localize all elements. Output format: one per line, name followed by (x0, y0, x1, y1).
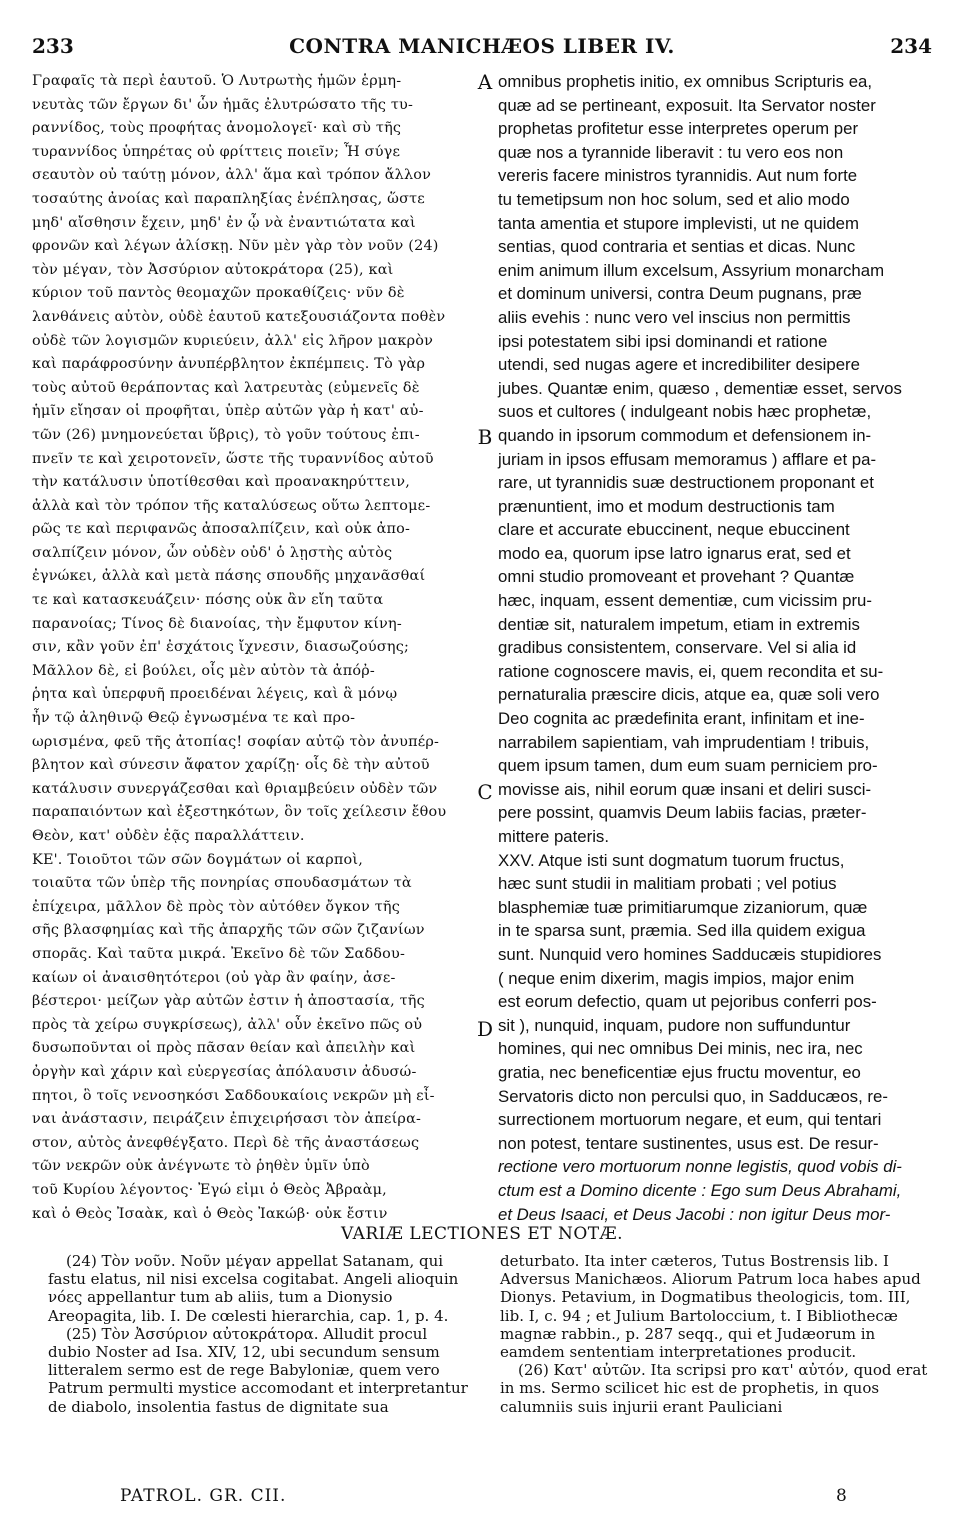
latin-text-line: quæ nos a tyrannide liberavit : tu vero eos non (498, 142, 844, 162)
latin-text-line: quando in ipsorum commodum et defensionem in- (498, 425, 872, 445)
latin-text-line: utendi, sed nugas agere et incredibiliter desipere (498, 355, 860, 375)
greek-text-line: ἦν τῷ ἀληθινῷ Θεῷ ἐγνωσμένα τε καὶ προ- (32, 710, 356, 727)
notes-right-column (500, 1252, 932, 1482)
latin-text-line: mittere pateris. (498, 827, 609, 846)
notes-title: VARIÆ LECTIONES ET NOTÆ. (340, 1224, 624, 1244)
latin-text-line: Deo cognita ac prædefinita erant, infinitam et ine- (498, 709, 865, 729)
latin-text-line: pernaturalia præscire dicis, atque ea, quæ soli vero (498, 685, 880, 705)
latin-text-line: juriam in ipsos effusam memoramus ) afflare et pa- (498, 449, 877, 469)
latin-text-line: blasphemiæ tuæ primitiarumque zizaniorum, quæ (498, 897, 868, 917)
greek-text-line: σαλπίζειν μόνον, ὧν οὐδὲν οὐδ' ὁ λῃστὴς αὐτὸς (32, 544, 393, 561)
greek-text-line: ραννίδος, τοὺς προφήτας ἀνομολογεῖ· καὶ σὺ τῆς (32, 120, 402, 137)
greek-text-line: στον, αὐτὸς ἀνεφθέγξατο. Περὶ δὲ τῆς ἀναστάσεως (32, 1134, 420, 1151)
greek-text-line: τῶν (26) μνημονεύεται ὕβρις), τὸ γοῦν τούτους ἐπι- (32, 426, 420, 443)
note-26: (26) Κατ' αὐτῶν. Ita scripsi pro κατ' αὐτόν, quod erat in ms. Sermo scilicet hic est de prophetis, in quos calumniis suis injurii erant Pauliciani (500, 1361, 928, 1416)
greek-text-line: ἐπίχειρα, μᾶλλον δὲ πρὸς τὸν αὐτόθεν ὄγκον τῆς (32, 898, 401, 915)
greek-text-line: ῥητα καὶ ὑπερφυῆ προειδέναι λέγεις, καὶ ἃ μόνῳ (32, 686, 398, 703)
latin-text-line: movisse ais, nihil eorum quæ insani et deliri susci- (498, 779, 872, 799)
greek-text-line: πνεῖν τε καὶ χειροτονεῖν, ὥστε τῆς τυραννίδος αὐτοῦ (32, 450, 434, 467)
note-25: (25) Τὸν Ἀσσύριον αὐτοκράτορα. Alludit procul dubio Noster ad Isa. XIV, 12, ubi secundum sensum litteralem sermo est de rege Babyloniæ, quem vero Patrum permulti mystice accomodant et interpretantur de diabolo, insolentia fastus de dignitate sua (48, 1324, 468, 1416)
greek-text-line: καὶ ὁ Θεὸς Ἰσαὰκ, καὶ ὁ Θεὸς Ἰακώβ· οὐκ ἔστιν (32, 1205, 388, 1222)
latin-text-line: ( neque enim dixerim, magis impios, major enim (498, 968, 855, 988)
greek-column (32, 70, 472, 1222)
greek-text-line: δυσωποῦνται οἱ πρὸς πᾶσαν θείαν καὶ ἀπειλὴν καὶ (32, 1040, 416, 1057)
greek-text-line: πητοι, ὃ τοῖς νενοσηκόσι Σαδδουκαίοις νεκρῶν μὴ εἶ- (32, 1087, 435, 1104)
page-header (32, 34, 932, 60)
latin-text-line: omni studio promoveant et provehant ? Quantæ (498, 567, 855, 587)
footer-signature: 8 (836, 1486, 847, 1506)
page-number-right: 234 (890, 34, 932, 58)
greek-text-line: ΚΕ'. Τοιοῦτοι τῶν σῶν δογμάτων οἱ καρποὶ, (32, 851, 364, 868)
latin-text-line: sentias, quod contraria et sentias et dicas. Nunc (498, 237, 856, 257)
latin-text-line: sit ), nunquid, inquam, pudore non suffunduntur (498, 1015, 851, 1035)
latin-text-line: hæc sunt studii in malitiam probati ; vel potius (498, 874, 837, 894)
latin-text-line: et dominum universi, contra Deum pugnans, præ (498, 284, 862, 304)
notes-left-column (48, 1252, 468, 1482)
greek-text-line: τὴν κατάλυσιν ὑποτίθεσθαι καὶ προανακηρύττειν, (32, 474, 411, 491)
margin-marker-c: C (477, 780, 493, 804)
greek-text-line: σπορᾶς. Καὶ ταῦτα μικρά. Ἐκεῖνο δὲ τῶν Σαδδου- (32, 945, 406, 962)
greek-text-line: σεαυτὸν οὐ ταύτῃ μόνον, ἀλλ' ἅμα καὶ τρόπον ἄλλον (32, 167, 432, 184)
greek-text-line: τοῦ Κυρίου λέγοντος· Ἐγώ εἰμι ὁ Θεὸς Ἀβραὰμ, (32, 1181, 387, 1198)
greek-text-line: λανθάνεις αὐτὸν, οὐδὲ ἑαυτοῦ κατεξουσιάζοντα ποθὲν (32, 308, 446, 325)
greek-text-line: βέστεροι· μείζων γὰρ αὐτῶν ἐστιν ἡ ἀποστασία, τῆς (32, 993, 425, 1010)
greek-text-line: φρονῶν καὶ λέγων ἁλίσκῃ. Νῦν μὲν γὰρ τὸν νοῦν (24) (32, 238, 439, 255)
greek-text-line: βλητον καὶ σύνεσιν ἄφατον χαρίζῃ· οἷς δὲ τὴν αὐτοῦ (32, 757, 430, 774)
greek-text-line: παρανοίας; Τίνος δὲ διανοίας, τὴν ἔμφυτον κίνη- (32, 615, 402, 632)
latin-text-line: non potest, tentare sustinentes, usus est. De resur- (498, 1133, 879, 1153)
greek-text-line: οὐδὲ τῶν λογισμῶν κυριεύειν, ἀλλ' εἰς λῆρον μακρὸν (32, 332, 434, 349)
greek-text-line: Γραφαῖς τὰ περὶ ἑαυτοῦ. Ὁ Λυτρωτὴς ἡμῶν ἑρμη- (32, 73, 402, 89)
latin-text-line: prænuntient, imo et modum destructionis tam (498, 496, 835, 516)
latin-text-line: tanta amentia et stupore implevisti, ut ne quidem (498, 213, 859, 233)
greek-text-line: καίων οἱ ἀναισθητότεροι (οὐ γὰρ ἂν φαίην, ἀσε- (32, 969, 396, 986)
greek-text-line: παραπαιόντων καὶ ἐξεστηκότων, ὃν τοῖς χείλεσιν ἔθου (32, 804, 447, 821)
latin-text-line: narrabilem sapientiam, vah imprudentiam ! tribuis, (498, 732, 870, 752)
latin-text-line: pere possint, quamvis Deum labiis facias, præter- (498, 803, 867, 823)
latin-text-line: enim animum illum excelsum, Assyrium monarcham (498, 260, 885, 280)
greek-text-line: πρὸς τὰ χείρω συγκρίσεως), ἀλλ' οὖν ἐκεῖνο πῶς οὐ (32, 1016, 423, 1033)
margin-marker-b: B (477, 425, 493, 449)
margin-marker-d: D (476, 1017, 494, 1041)
greek-text-line: ὀργὴν καὶ χάριν καὶ εὐεργεσίας ἀπόλαυσιν ἀδυσώ- (32, 1063, 417, 1080)
latin-text-line: ratione cognoscere mavis, ei, quem recondita et su- (498, 661, 884, 681)
latin-text-line: hæc, inquam, essent dementiæ, cum vicissim pru- (498, 591, 872, 611)
greek-text-line: τοσαύτης ἀνοίας καὶ παραπληξίας ἐνέπλησας, ὥστε (32, 190, 425, 207)
greek-text-line: τε καὶ κατασκευάζειν· πόσης οὐκ ἂν εἴη ταῦτα (32, 592, 384, 609)
greek-text-line: καὶ παράφροσύνην ἀνυπέρβλητον ἐκπέμπεις. Τὸ γὰρ (32, 356, 426, 373)
latin-text-line: Servatoris dicto non perculsi quo, in Sadducæos, re- (498, 1086, 888, 1106)
footer-series: PATROL. GR. CII. (120, 1486, 287, 1506)
greek-text-line: τοὺς αὐτοῦ θεράποντας καὶ λατρευτὰς (εὐμενεῖς δὲ (32, 379, 420, 396)
latin-text-line: modo ea, quorum ipse latro ignarus erat, sed et (498, 543, 851, 563)
latin-text-line: gratia, nec beneficentiæ ejus fructu moventur, eo (498, 1062, 861, 1082)
latin-text-line: homines, qui nec omnibus Dei minis, nec ira, nec (498, 1039, 863, 1059)
latin-text-line: rare, ut tyrannidis suæ destructionem proponant et (498, 473, 874, 493)
greek-text-line: ωρισμένα, φεῦ τῆς ἀτοπίας! σοφίαν αὐτῷ τὸν ἀνυπέρ- (32, 733, 440, 750)
greek-text-line: τοιαῦτα τῶν ὑπὲρ τῆς πονηρίας σπουδασμάτων τὰ (32, 875, 412, 892)
note-25-continued: deturbato. Ita inter cæteros, Tutus Bostrensis lib. I Adversus Manichæos. Aliorum Patrum loca habes apud Dionys. Petavium, in Dogmatibus theologicis, tom. III, lib. I, c. 94 ; et Julium Bartoloccium, t. I Bibliothecæ magnæ rabbin., p. 287 seqq., qui et Judæorum in eamdem sententiam interpretationes producit. (500, 1252, 921, 1362)
latin-text-line: XXV. Atque isti sunt dogmatum tuorum fructus, (498, 850, 845, 870)
latin-text-line: gradibus consistentem, conservare. Vel si alia id (498, 638, 857, 658)
greek-text-line: Θεὸν, κατ' οὐδὲν ἐᾷς παραλλάττειν. (32, 828, 305, 844)
note-24: (24) Τὸν νοῦν. Νοῦν μέγαν appellat Satanam, qui fastu elatus, nil nisi excelsa cogitabat. Angeli alioquin νόες appellantur tum ab aliis, tum a Dionysio Areopagita, lib. I. De cœlesti hierarchia, cap. 1, p. 4. (48, 1252, 459, 1325)
latin-column (498, 70, 934, 1224)
latin-text-line: ctum est a Domino dicente : Ego sum Deus Abrahami, (498, 1180, 902, 1200)
greek-text-line: τῶν νεκρῶν οὐκ ἀνέγνωτε τὸ ῥηθὲν ὑμῖν ὑπὸ (32, 1158, 370, 1175)
latin-text-line: surrectionem mortuorum negare, et eum, qui tentari (498, 1110, 882, 1130)
greek-text-line: ἐγνώκει, ἀλλὰ καὶ μετὰ πάσης σπουδῆς μηχανᾶσθαί (32, 568, 426, 585)
greek-text-line: ἀλλὰ καὶ τὸν τρόπον τῆς καταλύσεως οὕτω λεπτομε- (32, 497, 431, 514)
greek-text-line: σῆς βλασφημίας καὶ τῆς ἀπαρχῆς τῶν σῶν ζιζανίων (32, 922, 425, 939)
greek-text-line: σιν, κἂν γοῦν ἐπ' ἐσχάτοις ἴχνεσιν, διασωζούσης; (32, 639, 410, 656)
greek-text-line: κύριον τοῦ παντὸς θεομαχῶν προκαθίζεις· νῦν δὲ (32, 285, 405, 302)
latin-text-line: vereris facere ministros tyrannidis. Aut num forte (498, 166, 858, 186)
latin-text-line: in te sparsa sunt, præmia. Sed illa quidem exigua (498, 921, 866, 941)
latin-text-line: aliis evehis : nunc vero vel inscius non permittis (498, 307, 851, 327)
greek-text-line: μηδ' αἴσθησιν ἔχειν, μηδ' ἐν ᾧ νὰ ἐναντιώτατα καὶ (32, 214, 416, 231)
latin-text-line: suos et cultores ( indulgeant nobis hæc prophetæ, (498, 402, 872, 422)
greek-text-line: ναι ἀνάστασιν, πειράζειν ἐπιχειρήσασι τὸν ἀπείρα- (32, 1111, 422, 1128)
greek-text-line: κατάλυσιν συνεργάζεσθαι καὶ θριαμβεύειν οὐδὲν τῶν (32, 780, 438, 797)
latin-text-line: jubes. Quantæ enim, quæso , dementiæ esset, servos (498, 378, 902, 398)
latin-text-line: et Deus Isaaci, et Deus Jacobi : non igitur Deus mor- (498, 1204, 891, 1224)
latin-text-line: sunt. Nunquid vero homines Sadducæis stupidiores (498, 944, 882, 964)
latin-text-line: dentiæ sit, naturalem impetum, etiam in extremis (498, 614, 860, 634)
greek-text-line: τυραννίδος ὑπηρέτας οὐ φρίττεις ποιεῖν; Ἦ σύγε (32, 143, 401, 160)
margin-marker-a: A (477, 70, 493, 94)
latin-text-line: est eorum defectio, quam ut pejoribus conferri pos- (498, 992, 877, 1012)
latin-text-line: ipsi potestatem sibi ipsi dominandi et ratione (498, 331, 828, 351)
latin-text-line: omnibus prophetis initio, ex omnibus Scripturis ea, (498, 72, 873, 91)
greek-text-line: ρῶς τε καὶ περιφανῶς ἀποσαλπίζειν, καὶ οὐκ ἀπο- (32, 521, 411, 538)
greek-text-line: τὸν μέγαν, τὸν Ἀσσύριον αὐτοκράτορα (25), καὶ (32, 261, 394, 278)
latin-text-line: quæ ad se pertineant, exposuit. Ita Servator noster (498, 95, 876, 115)
latin-text-line: prophetas profitetur esse interpretes operum per (498, 119, 859, 139)
greek-text-line: Μᾶλλον δὲ, εἰ βούλει, οἷς μὲν αὐτὸν τὰ ἀπόῤ- (32, 662, 375, 679)
page-number-left: 233 (32, 34, 74, 58)
running-title: CONTRA MANICHÆOS LIBER IV. (289, 34, 675, 58)
latin-text-line: clare et accurate ebuccinent, neque ebuccinent (498, 520, 850, 540)
latin-text-line: rectione vero mortuorum nonne legistis, quod vobis di- (498, 1157, 902, 1177)
greek-text-line: ἡμῖν εἴησαν οἱ προφῆται, ὑπὲρ αὐτῶν γὰρ ἡ κατ' αὐ- (32, 403, 424, 420)
latin-text-line: tu temetipsum non hoc solum, sed et alio modo (498, 189, 850, 209)
greek-text-line: νευτὰς τῶν ἔργων δι' ὧν ἡμᾶς ἐλυτρώσατο τῆς τυ- (32, 96, 414, 113)
latin-text-line: quem ipsum tamen, dum eum suam perniciem pro- (498, 756, 878, 776)
